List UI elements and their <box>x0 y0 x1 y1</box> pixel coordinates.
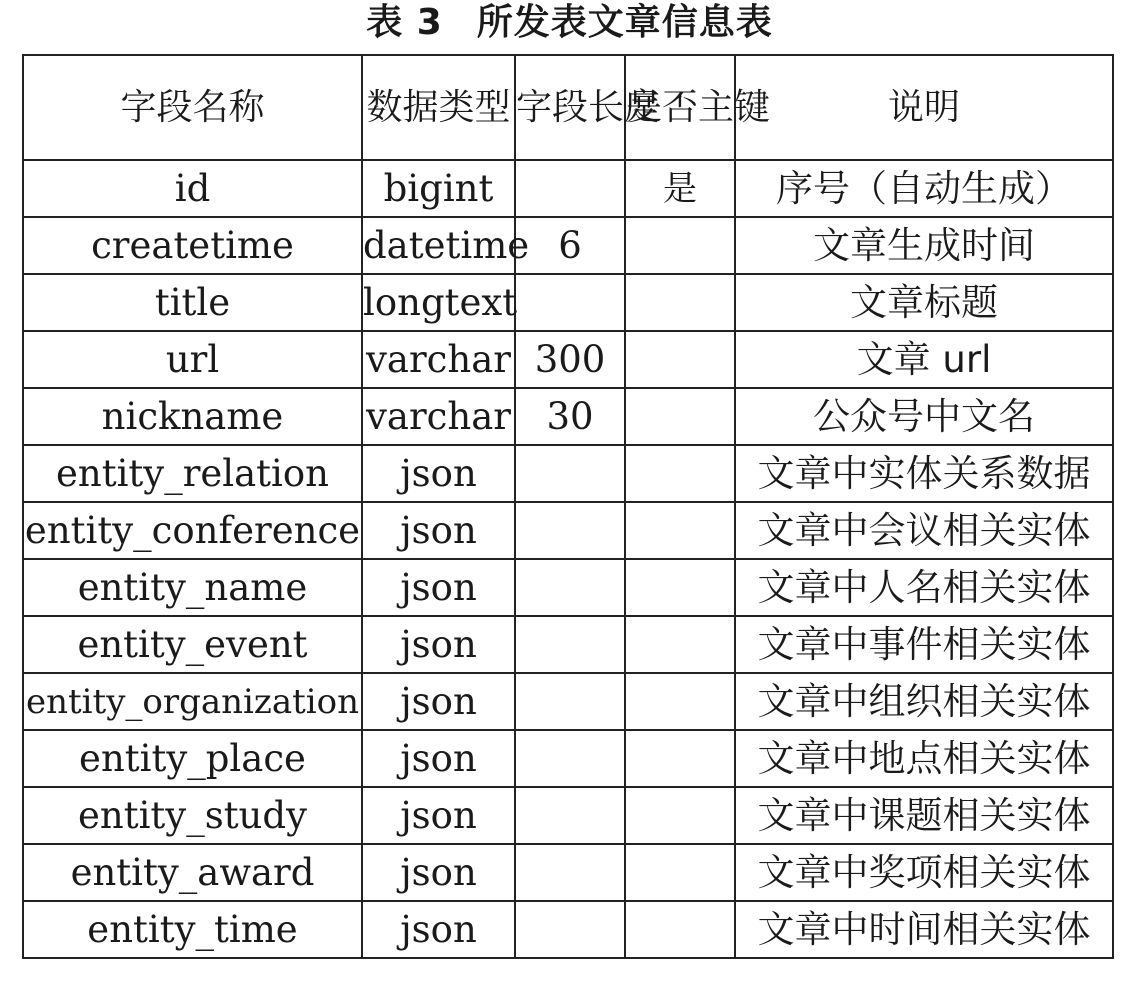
table-row <box>23 331 1113 388</box>
field-name-cell: createtime <box>23 217 362 274</box>
table-row <box>23 616 1113 673</box>
primary-key-cell <box>625 331 735 388</box>
description-cell: 文章中实体关系数据 <box>735 445 1113 502</box>
field-length-cell <box>515 559 625 616</box>
primary-key-cell <box>625 445 735 502</box>
field-length-cell: 300 <box>515 331 625 388</box>
primary-key-cell: 是 <box>625 160 735 217</box>
field-length-cell <box>515 901 625 958</box>
table-row <box>23 787 1113 844</box>
field-name-cell: id <box>23 160 362 217</box>
table-title: 所发表文章信息表 <box>476 2 773 43</box>
field-length-cell <box>515 787 625 844</box>
primary-key-cell <box>625 901 735 958</box>
data-type-cell: json <box>362 502 515 559</box>
primary-key-cell <box>625 616 735 673</box>
field-length-cell <box>515 274 625 331</box>
table-row <box>23 901 1113 958</box>
field-length-cell <box>515 445 625 502</box>
field-info-table <box>22 54 1114 959</box>
data-type-cell: longtext <box>362 274 515 331</box>
data-type-cell: json <box>362 445 515 502</box>
field-name-cell: entity_organization <box>23 673 362 730</box>
data-type-cell: varchar <box>362 331 515 388</box>
table-row <box>23 388 1113 445</box>
description-cell: 文章 url <box>735 331 1113 388</box>
description-cell: 文章标题 <box>735 274 1113 331</box>
field-name-cell: entity_name <box>23 559 362 616</box>
primary-key-cell <box>625 844 735 901</box>
description-cell: 文章中会议相关实体 <box>735 502 1113 559</box>
header-data-type: 数据类型 <box>362 55 515 160</box>
data-type-cell: json <box>362 901 515 958</box>
description-cell: 公众号中文名 <box>735 388 1113 445</box>
primary-key-cell <box>625 730 735 787</box>
field-name-cell: entity_event <box>23 616 362 673</box>
field-name-cell: entity_time <box>23 901 362 958</box>
data-type-cell: json <box>362 616 515 673</box>
table-row <box>23 274 1113 331</box>
description-cell: 文章生成时间 <box>735 217 1113 274</box>
table-row <box>23 730 1113 787</box>
field-name-cell: entity_relation <box>23 445 362 502</box>
field-name-cell: entity_place <box>23 730 362 787</box>
table-number: 表 3 <box>366 2 443 43</box>
field-length-cell <box>515 160 625 217</box>
description-cell: 文章中课题相关实体 <box>735 787 1113 844</box>
description-cell: 文章中时间相关实体 <box>735 901 1113 958</box>
primary-key-cell <box>625 274 735 331</box>
field-length-cell <box>515 844 625 901</box>
table-row <box>23 502 1113 559</box>
data-type-cell: datetime <box>362 217 515 274</box>
primary-key-cell <box>625 388 735 445</box>
header-field-length: 字段长度 <box>515 55 625 160</box>
field-length-cell <box>515 730 625 787</box>
field-length-cell: 30 <box>515 388 625 445</box>
field-length-cell: 6 <box>515 217 625 274</box>
header-field-name: 字段名称 <box>23 55 362 160</box>
field-length-cell <box>515 673 625 730</box>
data-type-cell: json <box>362 844 515 901</box>
table-row <box>23 673 1113 730</box>
header-row <box>23 55 1113 160</box>
field-length-cell <box>515 616 625 673</box>
description-cell: 文章中人名相关实体 <box>735 559 1113 616</box>
header-primary-key: 是否主键 <box>625 55 735 160</box>
primary-key-cell <box>625 502 735 559</box>
description-cell: 文章中地点相关实体 <box>735 730 1113 787</box>
data-type-cell: json <box>362 787 515 844</box>
header-description: 说明 <box>735 55 1113 160</box>
field-name-cell: url <box>23 331 362 388</box>
field-name-cell: entity_award <box>23 844 362 901</box>
table-row <box>23 559 1113 616</box>
table-row <box>23 844 1113 901</box>
field-name-cell: title <box>23 274 362 331</box>
data-type-cell: bigint <box>362 160 515 217</box>
data-type-cell: json <box>362 673 515 730</box>
description-cell: 序号（自动生成） <box>735 160 1113 217</box>
table-row <box>23 445 1113 502</box>
description-cell: 文章中奖项相关实体 <box>735 844 1113 901</box>
field-length-cell <box>515 502 625 559</box>
table-row <box>23 160 1113 217</box>
field-name-cell: entity_study <box>23 787 362 844</box>
primary-key-cell <box>625 217 735 274</box>
table-row <box>23 217 1113 274</box>
data-type-cell: varchar <box>362 388 515 445</box>
field-name-cell: entity_conference <box>23 502 362 559</box>
table-caption <box>0 0 1139 46</box>
data-type-cell: json <box>362 559 515 616</box>
primary-key-cell <box>625 559 735 616</box>
data-type-cell: json <box>362 730 515 787</box>
primary-key-cell <box>625 787 735 844</box>
description-cell: 文章中组织相关实体 <box>735 673 1113 730</box>
description-cell: 文章中事件相关实体 <box>735 616 1113 673</box>
field-name-cell: nickname <box>23 388 362 445</box>
primary-key-cell <box>625 673 735 730</box>
